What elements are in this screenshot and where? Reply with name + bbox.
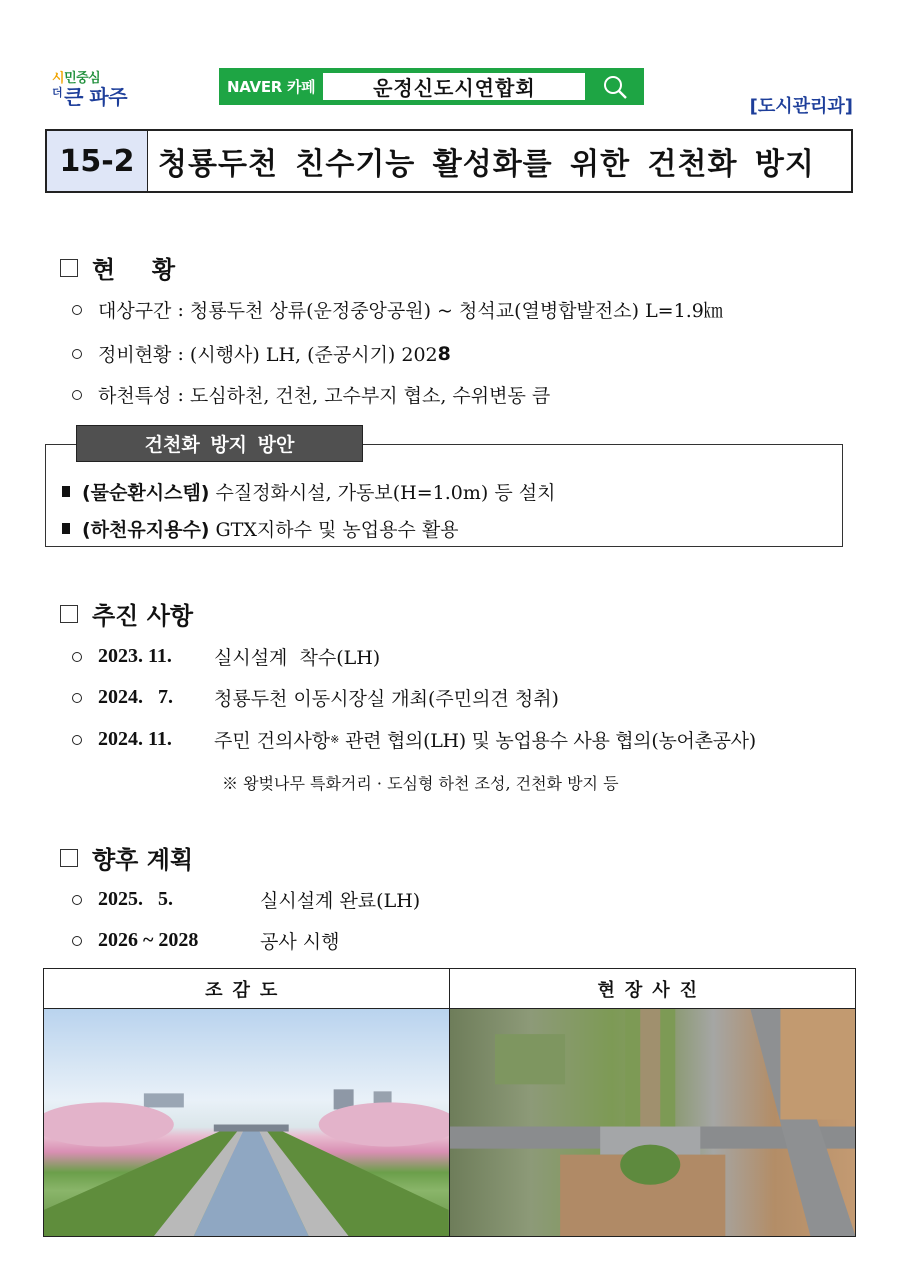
item-text: 청룡두천 이동시장실 개최(주민의견 청취) bbox=[214, 688, 559, 710]
search-icon[interactable] bbox=[585, 74, 644, 100]
checkbox-square-icon bbox=[60, 259, 78, 277]
circle-bullet-icon bbox=[72, 349, 82, 359]
circle-bullet-icon bbox=[72, 735, 82, 745]
item-sep: : bbox=[171, 383, 190, 406]
item-value: 도심하천, 건천, 고수부지 협소, 수위변동 큼 bbox=[189, 385, 551, 407]
section-progress-title: 추진 사항 bbox=[92, 602, 194, 630]
item-date: 2024. 11. bbox=[98, 728, 172, 750]
paju-city-logo bbox=[52, 72, 142, 107]
prevention-item-label: (물순환시스템) bbox=[82, 482, 210, 504]
checkbox-square-icon bbox=[60, 605, 78, 623]
section-progress-heading bbox=[60, 596, 193, 631]
naver-cafe-brand: NAVER 카페 bbox=[227, 78, 316, 96]
prevention-item-value: 수질정화시설, 가동보(H=1.0m) 등 설치 bbox=[215, 482, 556, 504]
cafe-search-input[interactable]: 운정신도시연합회 bbox=[323, 73, 585, 100]
item-value: (시행사) LH, (준공시기) 202 bbox=[189, 344, 438, 366]
logo-accent: 시 bbox=[52, 71, 65, 86]
footnote-mark: ※ bbox=[330, 733, 340, 746]
logo-line1: 민중심 bbox=[64, 71, 101, 86]
checkbox-square-icon bbox=[60, 849, 78, 867]
plan-item bbox=[72, 886, 420, 913]
logo-line2: 큰 파주 bbox=[64, 85, 128, 109]
prevention-item bbox=[62, 515, 459, 542]
logo-small: 더 bbox=[52, 86, 63, 99]
circle-bullet-icon bbox=[72, 693, 82, 703]
item-text: 실시설계 착수(LH) bbox=[214, 647, 381, 669]
site-photo-image bbox=[450, 1009, 856, 1236]
progress-item bbox=[72, 643, 380, 670]
prevention-tab: 건천화 방지 방안 bbox=[76, 425, 363, 462]
circle-bullet-icon bbox=[72, 652, 82, 662]
square-bullet-icon bbox=[62, 486, 70, 497]
status-item bbox=[72, 296, 723, 323]
item-label: 대상구간 bbox=[98, 300, 172, 322]
section-status-title: 현 황 bbox=[92, 256, 176, 284]
prevention-item-value: GTX지하수 및 농업용수 활용 bbox=[215, 519, 459, 541]
title-number: 15-2 bbox=[47, 131, 148, 191]
circle-bullet-icon bbox=[72, 936, 82, 946]
title-text: 청룡두천 친수기능 활성화를 위한 건천화 방지 bbox=[158, 147, 815, 182]
section-plan-title: 향후 계획 bbox=[92, 846, 194, 874]
item-text: 공사 시행 bbox=[260, 931, 340, 953]
item-date: 2026 ~ 2028 bbox=[98, 929, 199, 951]
department-label: [도시관리과] bbox=[749, 96, 853, 117]
item-label: 정비현황 bbox=[98, 344, 172, 366]
site-photo-header: 현장사진 bbox=[450, 969, 856, 1009]
photo-table bbox=[43, 968, 856, 1237]
item-text: 주민 건의사항 bbox=[214, 730, 331, 752]
prevention-item-label: (하천유지용수) bbox=[82, 519, 210, 541]
rendering-image bbox=[44, 1009, 450, 1236]
item-sep: : bbox=[171, 342, 190, 365]
item-text: 실시설계 완료(LH) bbox=[260, 890, 421, 912]
item-sep: : bbox=[171, 298, 190, 321]
item-date: 2023. 11. bbox=[98, 645, 172, 667]
prevention-item bbox=[62, 478, 555, 505]
item-text: 관련 협의(LH) 및 농업용수 사용 협의(농어촌공사) bbox=[339, 730, 756, 752]
item-label: 하천특성 bbox=[98, 385, 172, 407]
square-bullet-icon bbox=[62, 523, 70, 534]
footnote: ※ 왕벚나무 특화거리 · 도심형 하천 조성, 건천화 방지 등 bbox=[222, 774, 619, 793]
item-value-bold: 8 bbox=[437, 342, 451, 365]
naver-cafe-banner[interactable] bbox=[219, 68, 644, 105]
plan-item bbox=[72, 927, 339, 954]
progress-item bbox=[72, 684, 559, 711]
status-item bbox=[72, 381, 550, 408]
item-value: 청룡두천 상류(운정중앙공원) ~ 청석교(열병합발전소) L=1.9㎞ bbox=[189, 300, 723, 322]
circle-bullet-icon bbox=[72, 895, 82, 905]
item-date: 2025. 5. bbox=[98, 888, 173, 910]
status-item bbox=[72, 340, 451, 367]
circle-bullet-icon bbox=[72, 305, 82, 315]
rendering-header: 조감도 bbox=[44, 969, 450, 1009]
circle-bullet-icon bbox=[72, 390, 82, 400]
section-plan-heading bbox=[60, 840, 193, 875]
page-title bbox=[45, 129, 853, 193]
progress-item bbox=[72, 726, 756, 753]
item-date: 2024. 7. bbox=[98, 686, 173, 708]
section-status-heading bbox=[60, 250, 175, 285]
